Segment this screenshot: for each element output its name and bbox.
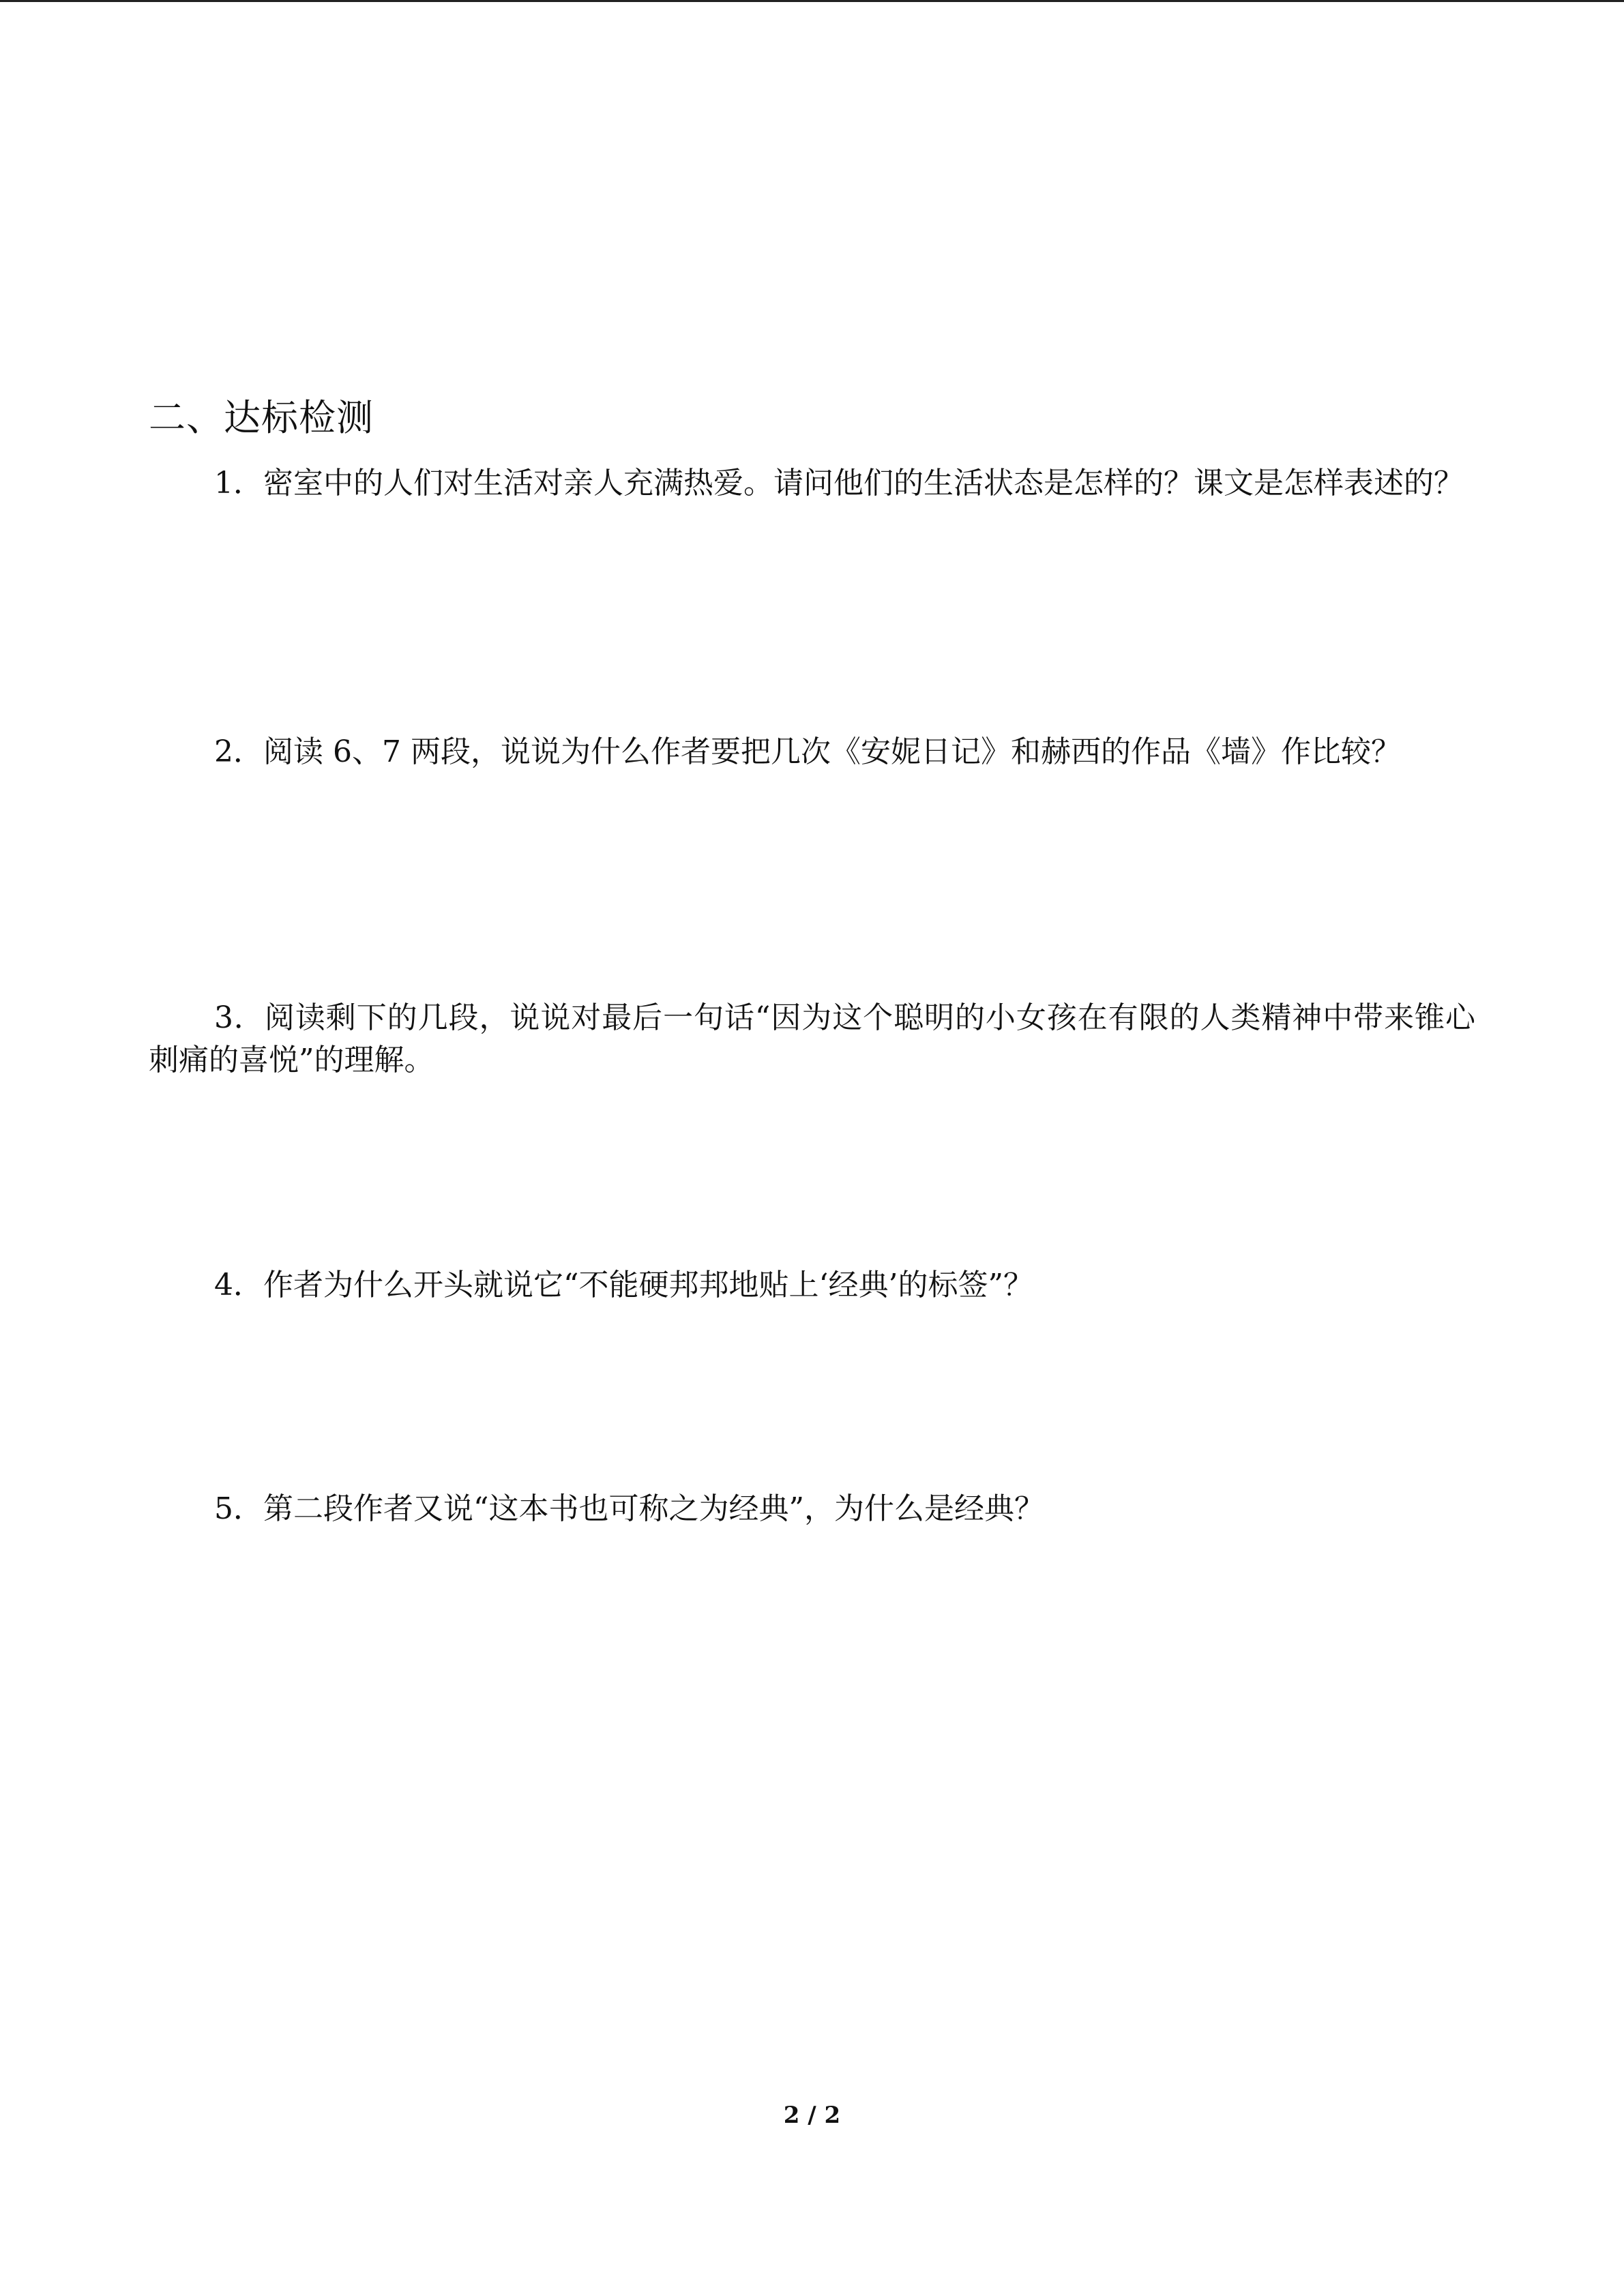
- question-number: 1．: [214, 466, 263, 501]
- section-heading: 二、达标检测: [149, 396, 374, 439]
- question-text: 阅读剩下的几段，说说对最后一句话“因为这个聪明的小女孩在有限的人类精神中带来锥心刺痛的喜悦”的理解。: [149, 1000, 1475, 1077]
- page-number: 2 / 2: [783, 2102, 841, 2129]
- question-number: 3．: [214, 1000, 265, 1035]
- question-1: [149, 462, 1475, 505]
- question-text: 阅读 6、7 两段，说说为什么作者要把几次《安妮日记》和赫西的作品《墙》作比较？: [263, 734, 1401, 769]
- question-4: [149, 1264, 1475, 1307]
- question-number: 4．: [214, 1268, 263, 1302]
- question-text: 第二段作者又说“这本书也可称之为经典”，为什么是经典？: [263, 1491, 1044, 1526]
- question-text: 作者为什么开头就说它“不能硬邦邦地贴上‘经典’的标签”？: [263, 1268, 1033, 1302]
- question-3: [149, 997, 1475, 1082]
- top-border-line: [0, 0, 1624, 2]
- question-text: 密室中的人们对生活对亲人充满热爱。请问他们的生活状态是怎样的？课文是怎样表述的？: [263, 466, 1464, 501]
- question-number: 2．: [214, 734, 263, 769]
- question-number: 5．: [214, 1491, 263, 1526]
- question-5: [149, 1488, 1475, 1530]
- question-2: [149, 731, 1475, 773]
